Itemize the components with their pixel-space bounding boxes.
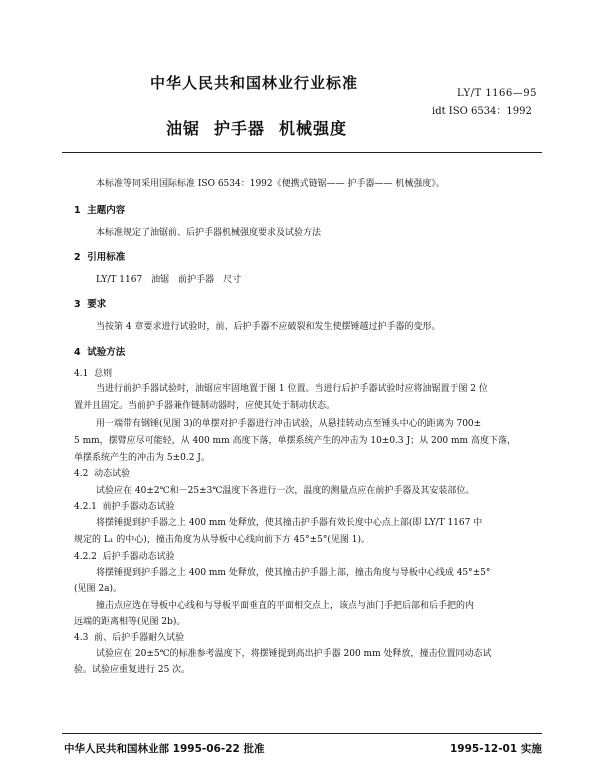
section-2-heading: 2 引用标准 [74,252,126,263]
section-4-2-1-line: 规定的 L₁ 的中心)，撞击角度为从导板中心线向前下方 45°±5°(见图 1)。 [74,535,371,545]
effective-date: 1995-12-01 实施 [450,743,542,755]
section-4-1-line: 单摆系统产生的冲击为 5±0.2 J。 [74,453,210,463]
section-4-1-heading: 4.1 总则 [74,369,113,379]
idt-reference: idt ISO 6534：1992 [432,106,532,117]
title-word: 护手器 [214,119,266,138]
section-4-2-heading: 4.2 动态试验 [74,469,131,479]
section-4-2-2-line: 远端的距离相等(见图 2b)。 [74,617,186,627]
section-4-1-line: 用一端带有钢锤(见图 3)的单摆对护手器进行冲击试验，从悬挂转动点至锤头中心的距离为 700± [96,419,482,429]
section-1-text: 本标准规定了油锯前、后护手器机械强度要求及试验方法 [96,228,322,238]
section-4-2-2-line: 将摆锤提到护手器之上 400 mm 处释放，使其撞击护手器上部，撞击角度与导板中心线成 45°±5° [96,568,491,578]
section-4-2-2-heading: 4.2.2 后护手器动态试验 [74,552,175,562]
section-4-2-1-heading: 4.2.1 前护手器动态试验 [74,502,175,512]
approval-date: 中华人民共和国林业部 1995-06-22 批准 [64,743,265,755]
header-rule [62,152,542,153]
section-4-3-heading: 4.3 前、后护手器耐久试验 [74,633,185,643]
section-4-2-1-line: 将摆锤提到护手器之上 400 mm 处释放，使其撞击护手器有效长度中心点上部(即 LY/T 1167 中 [96,518,483,528]
document-title [166,116,361,139]
section-4-1-line: 5 mm，摆臂应尽可能轻，从 400 mm 高度下落，单摆系统产生的冲击为 10±0.3 J；从 200 mm 高度下落， [74,436,516,446]
title-word: 油锯 [166,119,201,138]
section-4-3-line: 试验应在 20±5℃的标准参考温度下，将摆锤提到高出护手器 200 mm 处释放，撞击位置同动态试 [96,649,492,659]
section-4-2-text: 试验应在 40±2℃和－25±3℃温度下各进行一次，温度的测量点应在前护手器及其安装部位。 [96,486,475,496]
footer-rule [62,733,542,734]
section-2-text: LY/T 1167 油锯 前护手器 尺寸 [96,275,242,285]
section-4-1-line: 当进行前护手器试验时，油锯应牢固地置于图 1 位置。当进行后护手器试验时应将油锯置于图 2 位 [96,384,488,394]
section-4-2-2-line: (见图 2a)。 [74,584,122,594]
title-word: 机械强度 [279,119,348,138]
intro-text: 本标准等同采用国际标准 ISO 6534：1992《便携式链锯—— 护手器—— 机械强度》。 [96,179,445,189]
section-3-heading: 3 要求 [74,299,107,310]
section-1-heading: 1 主题内容 [74,205,126,216]
issuer-title: 中华人民共和国林业行业标准 [150,74,359,92]
standard-code: LY/T 1166—95 [457,88,537,99]
section-4-2-2-line: 撞击点应选在导板中心线和与导板平面垂直的平面相交点上，该点与油门手把后部和后手把的内 [96,601,475,611]
section-4-3-line: 验。试验应重复进行 25 次。 [74,665,191,675]
section-4-heading: 4 试验方法 [74,347,126,358]
section-4-1-line: 置并且固定。当前护手器兼作链制动器时，应使其处于制动状态。 [74,401,336,411]
section-3-text: 当按第 4 章要求进行试验时，前、后护手器不应破裂和发生使摆锤越过护手器的变形。 [96,322,441,332]
